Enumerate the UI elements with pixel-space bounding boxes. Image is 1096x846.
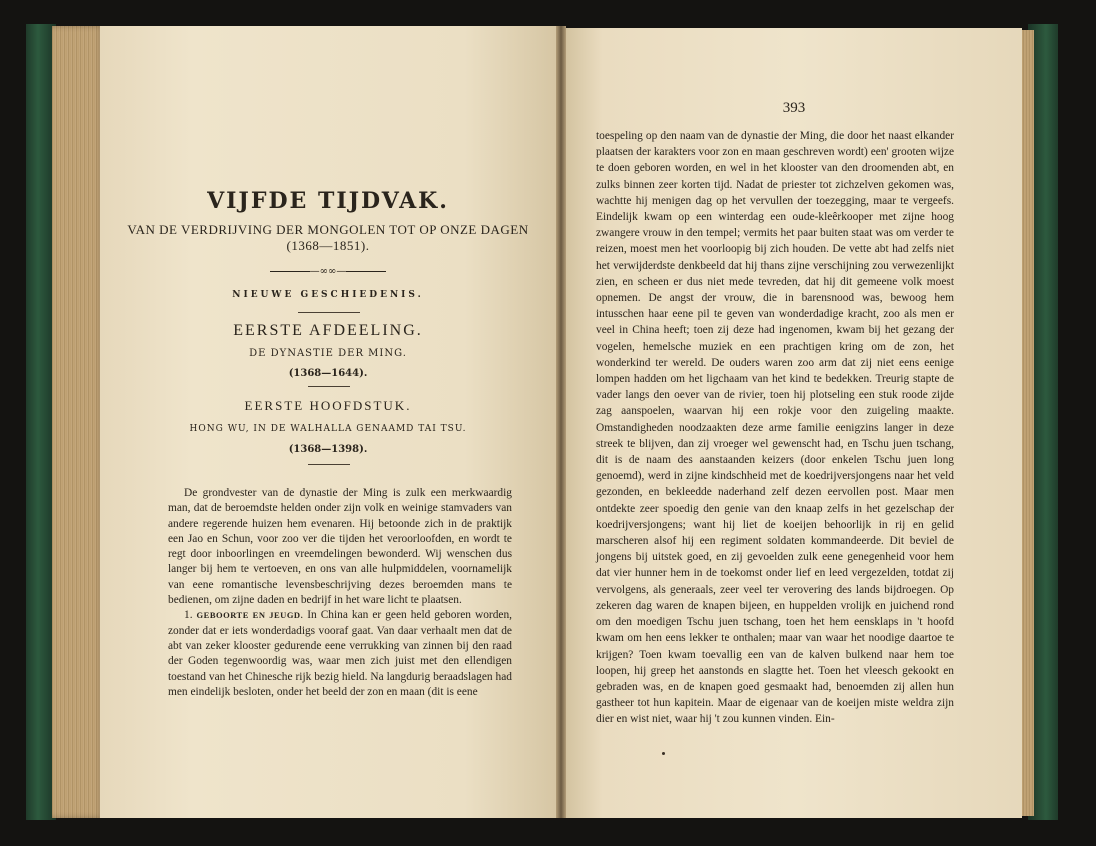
period-subtitle	[100, 222, 556, 254]
page-edges-right	[1020, 30, 1034, 816]
divider-rule	[298, 312, 360, 313]
page-number: 393	[782, 100, 806, 116]
paragraph-2	[168, 608, 512, 700]
chapter-subtitle: HONG WU, IN DE WALHALLA GENAAMD TAI TSU.	[189, 424, 467, 434]
division-subtitle: DE DYNASTIE DER MING.	[249, 348, 407, 359]
division-years: (1368—1644).	[288, 368, 368, 379]
ornament-glyph: —∞∞—	[309, 266, 347, 277]
section-number: 1.	[184, 609, 193, 622]
period-subtitle-line2: (1368—1851).	[286, 238, 370, 253]
left-page	[100, 26, 556, 818]
ornament-divider	[100, 266, 556, 277]
ink-speck	[662, 752, 665, 755]
history-label: NIEUWE GESCHIEDENIS.	[232, 290, 424, 300]
division-title: EERSTE AFDEELING.	[233, 322, 423, 339]
book-gutter	[556, 26, 566, 818]
right-body-text	[596, 128, 954, 728]
right-paragraph: toespeling op den naam van de dynastie der Ming, die door het naast elkander plaatsen der karakters voor zon en maan geschreven wordt) een' grooten wijze te doen geboren worden, en wel in het klooster van den droomenden abt, en zulks binnen zeer korten tijd. Nadat de priester tot zichzelven gekomen was, wachtte hij menigen dag op het vervullen der toezegging, maar te vergeefs. Eindelijk kwam op een winterdag een oude-kleêrkooper met zijne hoog zwangere vrouw in den tempel; vermits het paar buiten staat was om verder te reizen, moest men het voorloopig bij zich houden. De vette abt had zelfs niet het verwijderdste denkbeeld dat hij thans zijne verschijning zou verwezenlijkt zien, en scheen er dus niet mede tevreden, dat hij dit gemeene volk moest opnemen. De angst der vrouw, die in barensnood was, bewoog hem intusschen haar eene pil te geven van wonderdadige kracht, zoo als men er veel in China heeft; toen zij deze had ingenomen, kwam bij het gezang der vogelen, hemelsche muziek en een prachtigen kring om de zon, het wonderkind ter wereld. De ouders waren zoo arm dat zij niet eens eenige lompen hadden om het ligchaam van het kind te bedekken. Treurig stapte de vader langs den oever van de rivier, toen hij plotseling een stuk roode zijde zag aanspoelen, waarvan hij een rokje voor den zuigeling maakte. Omstandigheden noodzaakten deze arme familie eenigzins langer in deze streek te blijven, dan zij vroeger wel gewenscht had, en Tschu juen tschang, dit is de naam des aanstaanden keizers (door enkelen Tschu juen long genoemd), werd in zijne kindschheid met de koedrijversjongens naar het veld gezonden, en bekleedde naderhand zelf dezen eervollen post. Maar men ontdekte zeer spoedig den genie van den knaap zelfs in het gezelschap der koedrijversjongens; want hij liet de koeijen behoorlijk in rij en gelid marscheren alsof hij een regiment soldaten kommandeerde. Dit beviel de jongens bij uitstek goed, en zij gevoelden zulk eene genegenheid voor hem dat vier hunner hem in de toekomst onder lief en leed vergezelden, totdat zij vervolgens, als generaals, zeer veel ter verovering des lands bijdroegen. Op zekeren dag waren de knapen bijeen, en huppelden vrolijk en juichend rond om den moedigen Tschu juen tschang, toen het hem eensklaps in 't hoofd kwam om hen eens lekker te onthalen; maar van waar het noodige daartoe te krijgen? Toen kwam toevallig een van de kalven bulkend naar hem toe loopen, hij greep het aanstonds en slagtte het. Toen het vleesch gekookt en gebraden was, en de knapen goed gesmaakt had, benoemden zij allen hun gastheer tot hun kapitein. Maar de eigenaar van de koeijen miste weldra zijn dier en wist niet, waar hij 't zou kunnen vinden. Ein-	[596, 130, 954, 726]
section-heading: GEBOORTE EN JEUGD.	[196, 610, 304, 621]
chapter-years: (1368—1398).	[288, 444, 368, 455]
paragraph-1: De grondvester van de dynastie der Ming is zulk een merkwaardig man, dat de beroemdste helden onder zijn volk en weinige stamvaders van andere regerende huizen hem evenaren. Hij betoonde zich in de praktijk een Jao en Schun, voor zoo ver die tijden het veroorloofden, en wordt te regt door inboorlingen en vreemdelingen bewonderd. Wij wenschen dus langer bij hem te vertoeven, en ons van alle hulpmiddelen, voornamelijk van eene romantische levensbeschrijving dezes beroemden mans te bedienen, om zijne daden en bedrijf in het ware licht te plaatsen.	[168, 487, 512, 607]
left-body-text	[168, 486, 512, 700]
divider-rule	[308, 464, 350, 465]
divider-rule	[308, 386, 350, 387]
right-page	[566, 28, 1022, 818]
period-subtitle-line1: VAN DE VERDRIJVING DER MONGOLEN TOT OP ONZE DAGEN	[127, 222, 529, 237]
chapter-title: EERSTE HOOFDSTUK.	[244, 398, 412, 413]
paragraph-2-text: In China kan er geen held geboren worden, zonder dat er iets wonderdadigs vooraf gaat. Van daar verhaalt men dat de abt van zeker klooster gedurende eene verrukking van zinnen bij den raad der Goden tegenwoordig was, waar men zich juist met den ellendigen toestand van het Chinesche rijk bezig hield. Na langdurig beraadslagen had men eindelijk besloten, onder het beeld der zon en maan (dit is eene	[168, 609, 512, 698]
period-title: VIJFDE TIJDVAK.	[207, 188, 449, 214]
page-edges-left	[52, 26, 104, 818]
